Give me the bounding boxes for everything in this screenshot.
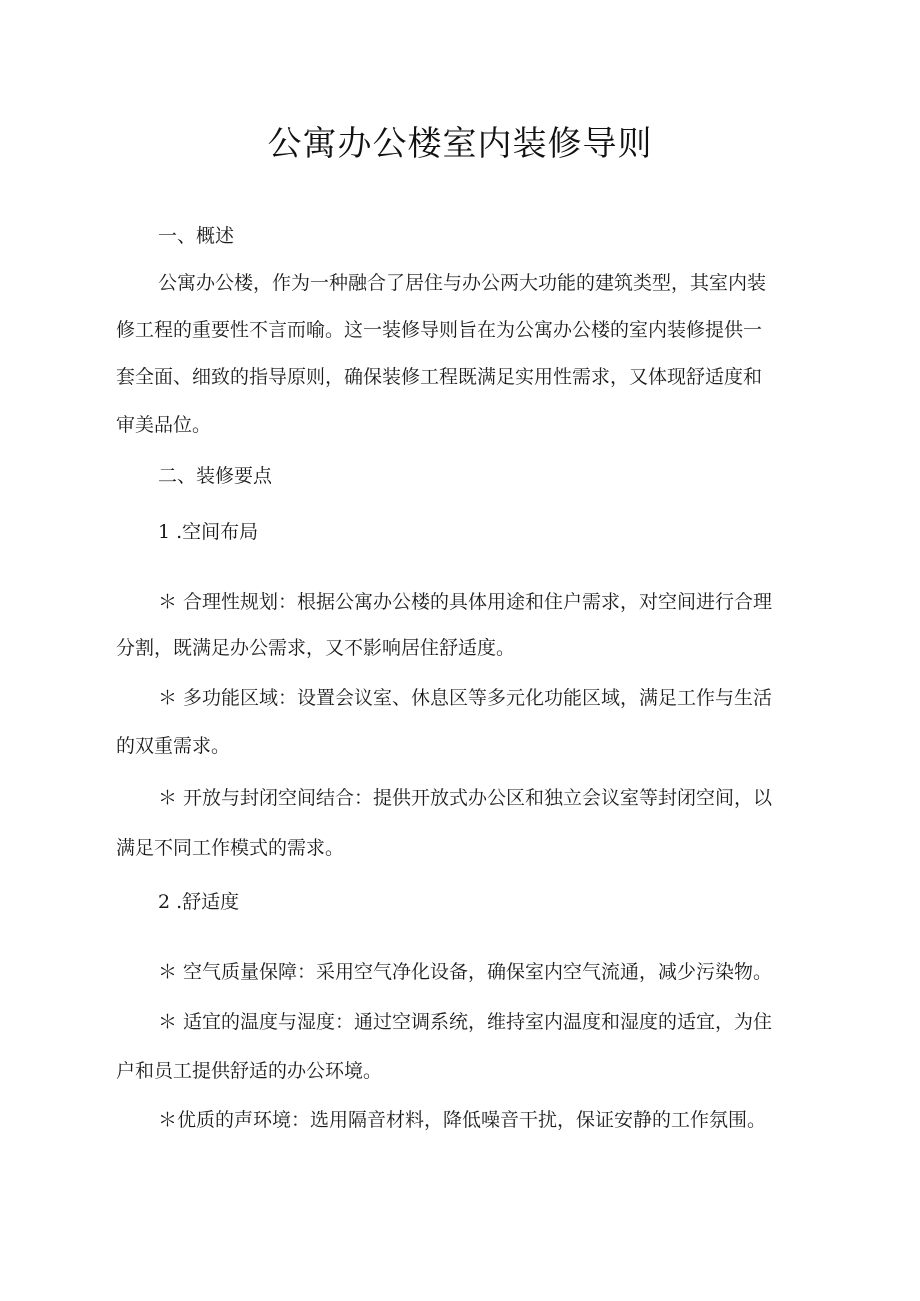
section-heading-overview: 一、概述: [158, 225, 235, 247]
bullet-item-line: ＊ 空气质量保障：采用空气净化设备，确保室内空气流通，减少污染物。: [158, 961, 773, 983]
bullet-item-line: 户和员工提供舒适的办公环境。: [116, 1060, 383, 1082]
overview-paragraph-line: 套全面、细致的指导原则，确保装修工程既满足实用性需求，又体现舒适度和: [116, 366, 763, 388]
bullet-item-line: 满足不同工作模式的需求。: [116, 837, 345, 859]
bullet-item-line: ＊ 开放与封闭空间结合：提供开放式办公区和独立会议室等封闭空间，以: [158, 787, 773, 809]
bullet-item-line: ＊ 多功能区域：设置会议室、休息区等多元化功能区域，满足工作与生活: [158, 687, 773, 709]
document-title: 公寓办公楼室内装修导则: [267, 124, 653, 164]
bullet-item-line: ＊ 适宜的温度与湿度：通过空调系统，维持室内温度和湿度的适宜，为住: [158, 1011, 773, 1033]
overview-paragraph-line: 修工程的重要性不言而喻。这一装修导则旨在为公寓办公楼的室内装修提供一: [116, 319, 763, 341]
bullet-item-line: 的双重需求。: [116, 735, 231, 757]
bullet-item-line: ＊ 合理性规划：根据公寓办公楼的具体用途和住户需求，对空间进行合理: [158, 591, 773, 613]
subsection-heading-comfort: 2 .舒适度: [158, 891, 240, 913]
overview-paragraph-line: 公寓办公楼，作为一种融合了居住与办公两大功能的建筑类型，其室内装: [158, 272, 767, 294]
section-heading-key-points: 二、装修要点: [158, 465, 273, 487]
bullet-item-line: ＊优质的声环境：选用隔音材料，降低噪音干扰，保证安静的工作氛围。: [158, 1109, 767, 1131]
bullet-item-line: 分割，既满足办公需求，又不影响居住舒适度。: [116, 637, 516, 659]
overview-paragraph-line: 审美品位。: [116, 414, 212, 436]
subsection-heading-space-layout: 1 .空间布局: [158, 521, 259, 543]
